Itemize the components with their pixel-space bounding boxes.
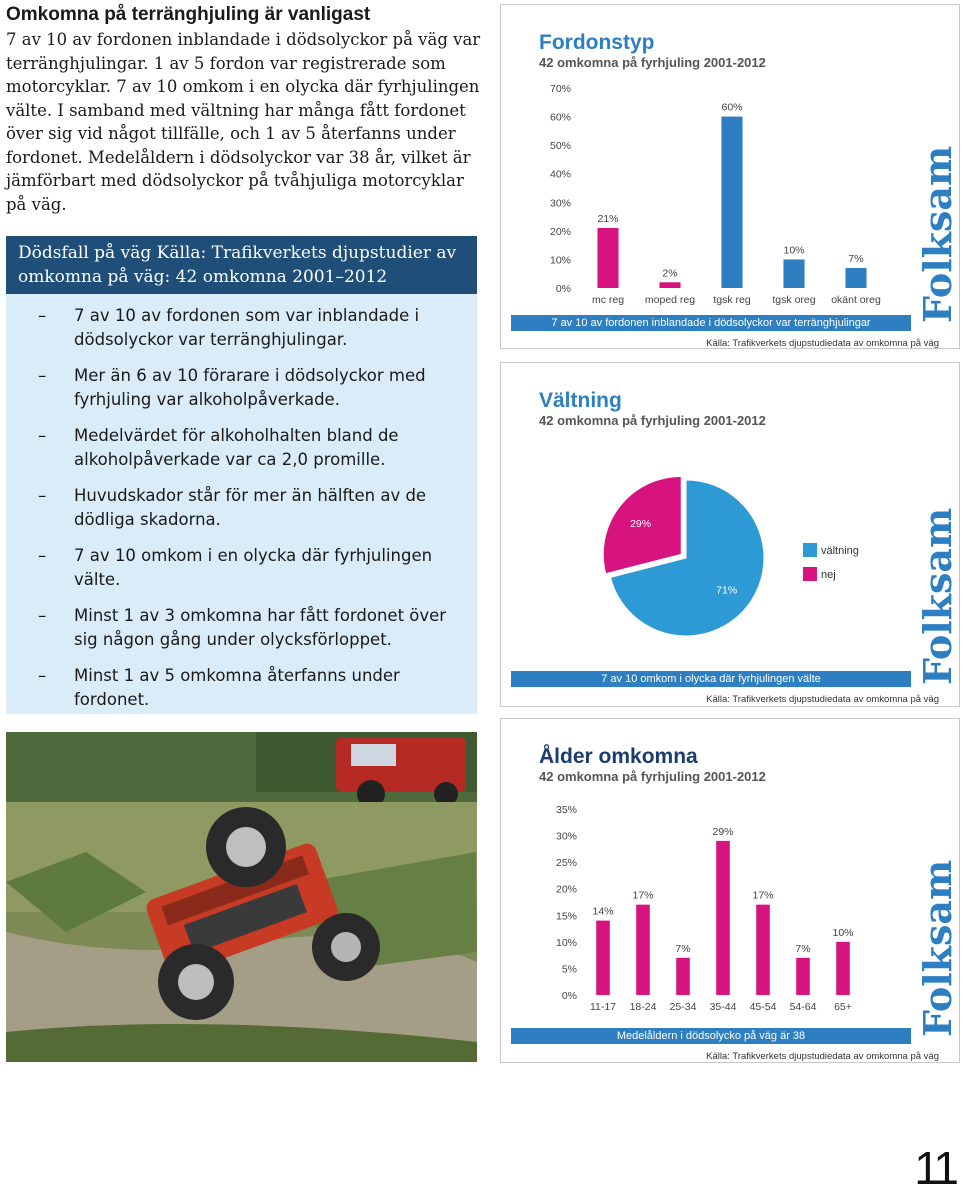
- article-title: Omkomna på terränghjuling är vanligast: [6, 4, 371, 25]
- bar: [796, 958, 810, 995]
- fact-text: Minst 1 av 3 omkomna har fått fordonet över sig någon gång under olycksförloppet.: [74, 606, 447, 649]
- bar: [596, 921, 610, 995]
- legend-label: vältning: [821, 545, 859, 557]
- folksam-logo: [915, 859, 960, 1039]
- y-tick-label: 30%: [555, 830, 577, 843]
- chart-panel-alder: [500, 718, 960, 1063]
- data-label: 7%: [848, 253, 864, 265]
- bar-chart-alder: [501, 719, 961, 1064]
- x-tick-label: 54-64: [789, 1001, 817, 1013]
- legend-label: nej: [821, 569, 836, 581]
- bar: [636, 905, 650, 995]
- data-label: 17%: [632, 889, 654, 902]
- fact-item: – Minst 1 av 5 omkomna återfanns under fordonet.: [38, 666, 400, 709]
- x-tick-label: tgsk oreg: [772, 294, 816, 306]
- fact-item: – 7 av 10 av fordonen som var inblandade i dödsolyckor var terränghjulingar.: [38, 306, 420, 349]
- y-tick-label: 40%: [549, 168, 571, 181]
- data-label: 17%: [752, 889, 774, 902]
- y-tick-label: 5%: [561, 963, 577, 976]
- data-label: 10%: [832, 926, 854, 939]
- article-body: 7 av 10 av fordonen inblandade i dödsolyckor på väg var terränghjulingar. 1 av 5 fordon var registrerade som motorcyklar. 7 av 10 omkom i en olycka där fyrhjulingen välte. I samband med vältning har många fått fordonet över sig vid något tillfälle, och 1 av 5 återfanns under fordonet. Medelåldern i dödsolyckor var 38 år, vilket är jämförbart med dödsolyckor på tvåhjuliga motorcyklar på väg.: [6, 30, 481, 214]
- chart-subtitle: 42 omkomna på fyrhjuling 2001-2012: [539, 413, 766, 428]
- fact-item: – Medelvärdet för alkoholhalten bland de alkoholpåverkade var ca 2,0 promille.: [38, 426, 399, 469]
- bar: [845, 268, 866, 288]
- fact-text: 7 av 10 av fordonen som var inblandade i dödsolyckor var terränghjulingar.: [74, 306, 420, 349]
- accident-photo-illustration: [6, 732, 477, 1062]
- data-label: 10%: [783, 244, 805, 257]
- fact-text: Medelvärdet för alkoholhalten bland de alkoholpåverkade var ca 2,0 promille.: [74, 426, 399, 469]
- fact-item: – Minst 1 av 3 omkomna har fått fordonet över sig någon gång under olycksförloppet.: [38, 606, 447, 649]
- chart-title: Vältning: [539, 389, 622, 412]
- chart-subtitle: 42 omkomna på fyrhjuling 2001-2012: [539, 55, 766, 70]
- data-label: 71%: [716, 584, 738, 597]
- y-tick-label: 30%: [549, 197, 571, 210]
- chart-caption: 7 av 10 av fordonen inblandade i dödsolyckor var terränghjulingar: [511, 315, 911, 331]
- page-number: 11: [914, 1142, 956, 1194]
- y-tick-label: 15%: [555, 910, 577, 923]
- chart-title: Fordonstyp: [539, 31, 655, 54]
- facts-header: Dödsfall på väg Källa: Trafikverkets djupstudier av omkomna på väg: 42 omkomna 2001–2012: [6, 236, 477, 294]
- bar: [716, 841, 730, 995]
- x-tick-label: okänt oreg: [831, 294, 881, 306]
- facts-box: [6, 236, 477, 714]
- facts-list: [6, 294, 477, 724]
- fact-item: – Huvudskador står för mer än hälften av de dödliga skadorna.: [38, 486, 427, 529]
- pie-chart-valtning: [501, 363, 961, 708]
- x-tick-label: 11-17: [589, 1001, 617, 1013]
- chart-panel-valtning: [500, 362, 960, 707]
- bar: [659, 282, 680, 288]
- folksam-logo: [915, 507, 960, 687]
- fact-item: – 7 av 10 omkom i en olycka där fyrhjulingen välte.: [38, 546, 433, 589]
- y-tick-label: 70%: [549, 83, 571, 95]
- x-tick-label: 18-24: [629, 1001, 657, 1013]
- y-tick-label: 35%: [555, 804, 577, 816]
- svg-text:Folksam: Folksam: [915, 507, 960, 685]
- chart-panel-fordonstyp: [500, 4, 960, 349]
- y-tick-label: 20%: [555, 883, 577, 896]
- bar: [783, 259, 804, 288]
- chart-title: Ålder omkomna: [539, 745, 698, 768]
- fact-item: – Mer än 6 av 10 förarare i dödsolyckor med fyrhjuling var alkoholpåverkade.: [38, 366, 426, 409]
- y-tick-label: 10%: [555, 936, 577, 949]
- svg-text:Folksam: Folksam: [915, 145, 960, 323]
- fact-text: Mer än 6 av 10 förarare i dödsolyckor med fyrhjuling var alkoholpåverkade.: [74, 366, 426, 409]
- data-label: 14%: [592, 905, 614, 918]
- bar: [676, 958, 690, 995]
- x-tick-label: 65+: [834, 1001, 852, 1013]
- y-tick-label: 50%: [549, 140, 571, 153]
- data-label: 60%: [721, 101, 743, 114]
- x-tick-label: mc reg: [591, 294, 625, 306]
- data-label: 29%: [630, 517, 652, 530]
- chart-caption: 7 av 10 omkom i olycka där fyrhjulingen välte: [511, 671, 911, 687]
- bar-chart-fordonstyp: [501, 5, 961, 350]
- chart-source: Källa: Trafikverkets djupstudiedata av omkomna på väg: [706, 694, 939, 705]
- y-tick-label: 0%: [561, 990, 577, 1002]
- legend-swatch: [803, 543, 817, 557]
- data-label: 7%: [675, 942, 691, 955]
- y-tick-label: 25%: [555, 857, 577, 870]
- chart-source: Källa: Trafikverkets djupstudiedata av omkomna på väg: [706, 1051, 939, 1062]
- y-tick-label: 10%: [549, 254, 571, 267]
- accident-photo: [6, 732, 477, 1062]
- y-tick-label: 60%: [549, 111, 571, 124]
- bar: [721, 117, 742, 288]
- chart-caption: Medelåldern i dödsolycko på väg är 38: [511, 1028, 911, 1044]
- x-tick-label: tgsk reg: [713, 294, 751, 306]
- fact-text: 7 av 10 omkom i en olycka där fyrhjulingen välte.: [74, 546, 433, 589]
- fact-text: Minst 1 av 5 omkomna återfanns under fordonet.: [74, 666, 400, 709]
- data-label: 21%: [597, 213, 619, 225]
- chart-subtitle: 42 omkomna på fyrhjuling 2001-2012: [539, 769, 766, 784]
- chart-source: Källa: Trafikverkets djupstudiedata av omkomna på väg: [706, 338, 939, 349]
- bar: [836, 942, 850, 995]
- fact-text: Huvudskador står för mer än hälften av de dödliga skadorna.: [74, 486, 427, 529]
- folksam-logo: [915, 145, 960, 325]
- legend-swatch: [803, 567, 817, 581]
- bar: [597, 228, 618, 288]
- y-tick-label: 20%: [549, 225, 571, 238]
- x-tick-label: 45-54: [749, 1001, 777, 1013]
- y-tick-label: 0%: [555, 283, 571, 295]
- svg-text:Folksam: Folksam: [915, 859, 960, 1037]
- bar: [756, 905, 770, 995]
- x-tick-label: 35-44: [709, 1001, 737, 1013]
- x-tick-label: moped reg: [644, 294, 696, 306]
- data-label: 29%: [712, 825, 734, 838]
- x-tick-label: 25-34: [669, 1001, 697, 1013]
- data-label: 7%: [795, 942, 811, 955]
- data-label: 2%: [662, 267, 678, 280]
